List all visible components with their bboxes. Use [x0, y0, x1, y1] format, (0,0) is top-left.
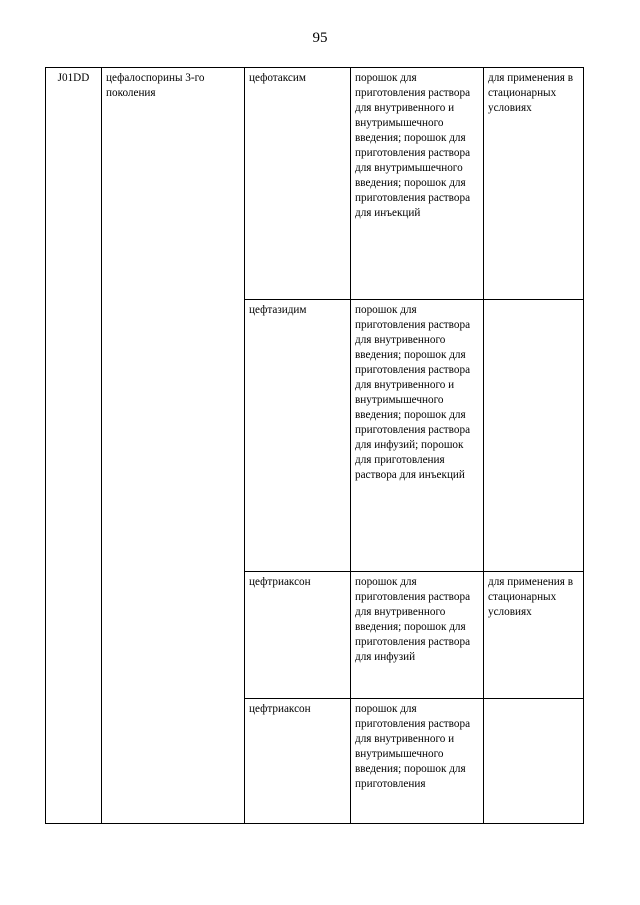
dosage-forms: порошок для приготовления раствора для внутривенного и внутримышечного введения; порошок для приготовления: [355, 703, 471, 790]
conditions-cell: [484, 68, 584, 300]
conditions-cell: [484, 300, 584, 572]
table-row: [46, 68, 584, 300]
dosage-forms-cell: [351, 300, 484, 572]
drug-name-cell: [245, 68, 351, 300]
drug-name-cell: [245, 699, 351, 824]
dosage-forms-cell: [351, 572, 484, 699]
usage-conditions: для применения в стационарных условиях: [488, 576, 573, 618]
drug-table: [45, 67, 584, 824]
drug-name-cell: [245, 572, 351, 699]
page-number: 95: [312, 30, 328, 46]
drug-group: цефалоспорины 3-го поколения: [106, 72, 205, 99]
dosage-forms: порошок для приготовления раствора для внутривенного и внутримышечного введения; порошок для приготовления раствора для внутримышечного введения; порошок для приготовления раствора для инъекций: [355, 72, 471, 219]
drug-name: цефтриаксон: [249, 576, 311, 588]
dosage-forms-cell: [351, 699, 484, 824]
atc-code: J01DD: [57, 72, 90, 84]
group-cell: [102, 68, 245, 824]
drug-name: цефтазидим: [249, 304, 307, 316]
drug-name: цефотаксим: [249, 72, 306, 84]
drug-name: цефтриаксон: [249, 703, 311, 715]
usage-conditions: для применения в стационарных условиях: [488, 72, 573, 114]
conditions-cell: [484, 699, 584, 824]
dosage-forms: порошок для приготовления раствора для внутривенного введения; порошок для приготовления раствора для внутривенного и внутримышечного введения; порошок для приготовления раствора для инфузий; порошок для приготовления раствора для инъекций: [355, 304, 471, 481]
drug-name-cell: [245, 300, 351, 572]
dosage-forms-cell: [351, 68, 484, 300]
conditions-cell: [484, 572, 584, 699]
dosage-forms: порошок для приготовления раствора для внутривенного введения; порошок для приготовления раствора для инфузий: [355, 576, 471, 663]
atc-code-cell: [46, 68, 102, 824]
